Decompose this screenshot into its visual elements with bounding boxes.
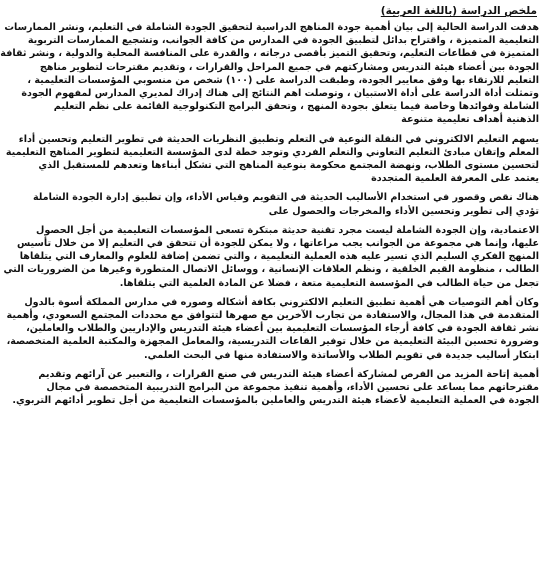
paragraph-line: الجودة في العملية التعليمية لأعضاء هيئة التدريس والعاملين بالمؤسسات التعليمية من أجل تطوير أدائهم التربوي. (12, 395, 539, 407)
summary-heading (60, 4, 539, 18)
summary-title: ملخص الدراسة (باللغة العربية) (380, 5, 537, 17)
paragraph-line: المنهج الفكري السليم الذي تسير عليه هذه العملية التعليمية ، والتي تضمن إضافة للعلوم والمعارف التي يتلقاها (19, 251, 539, 263)
paragraph-recommendations (6, 296, 539, 362)
paragraph-line: يعتمد على المعرفة العلمية المتجددة (371, 173, 539, 185)
paragraph-line: الذهنية أهداف تعليمية متنوعة (401, 114, 539, 126)
paragraph-accreditation (3, 224, 539, 290)
paragraph-line: التعليمية المتميزة ، واقتراح بدائل لتطبيق الجودة في المدارس من كافة الجوانب، وتشجيع الممارسات التربوية (27, 35, 539, 47)
paragraph-line: الاعتمادية، وإن الجودة الشاملة ليست مجرد تقنية حديثة مبتكرة تسعى المؤسسات التعليمية من أجل الحصول (36, 224, 539, 236)
paragraph-line: هدفت الدراسة الحالية إلى بيان أهمية جودة المناهج الدراسية لتحقيق الجودة الشاملة في التعليم، ونشر الممارسات (4, 22, 539, 33)
paragraph-line: نشر ثقافة الجودة في كافة أرجاء المؤسسات التعليمية بين أعضاء هيئة التدريس والإداريين والطلاب والعاملين، (26, 323, 539, 335)
paragraph-line: التعليم للارتقاء بها وفق معايير الجودة، وطبقت الدراسة على (١٠٠) شخص من منسوبي المؤسسات التعليمية ، (27, 74, 539, 86)
paragraph-line: لتحسين مستوى الطلاب، ونهضة المجتمع محكومة بنوعية المناهج التي تشكل أبناءها وتعدهم للمستقبل الذي (38, 160, 539, 172)
paragraph-line: يسهم التعليم الالكتروني في النقلة النوعية في التعلم وتطبيق النظريات الحديثة في تطوير التعليم وتحسين أداء (18, 133, 539, 145)
paragraph-line: المتقدمة في هذا المجال، والاستفادة من تجارب الآخرين مع صهرها لتتوافق مع محددات المجتمع السعودي، وأهمية (6, 310, 539, 322)
paragraph-line: المتميزة في قطاعات التعليم، وتحقيق التميز بأقصى درجاته ، والقدرة على المنافسة المحلية والدولية ، ونشر ثقافة (0, 48, 539, 60)
paragraph-line: مقترحاتهم مما يساعد على تحسين الأداء، وأهمية تنفيذ مجموعة من البرامج التدريبية المتخصصة في مجال (46, 382, 539, 394)
paragraph-line: المعلم وإتقان مبادئ التعليم التعاوني والتعلم الفردي وتوجد خطة لدى المؤسسة التعليمية لتطوير المناهج التعليمية (5, 146, 539, 158)
paragraph-line: وضرورة تحسين البيئة التعليمية من خلال توفير القاعات التدريسية، والمعامل المجهزة والمكتبة العلمية المتخصصة، (6, 336, 539, 348)
paragraph-shortcomings (32, 191, 539, 217)
paragraph-elearning (5, 133, 539, 186)
paragraph-line: هناك نقص وقصور في استخدام الأساليب الحديثة في التقويم وقياس الأداء، وإن تطبيق إدارة الجودة الشاملة (32, 192, 539, 204)
paragraph-line: الجودة بين أعضاء هيئة التدريس ومشاركتهم في جميع المراحل والقرارات ، وتقديم مقترحات لتطوير مناهج (39, 61, 539, 73)
paragraph-line: الطالب ، منظومة القيم الخلقية ، ونظم العلاقات الإنسانية ، ووسائل الاتصال المتطورة وغيرها من الضروريات التي (3, 264, 539, 276)
paragraph-line: وتمثلت أداة الدراسة على أداة الاستبيان ، وتوصلت اهم النتائج إلى هناك إدراك لمديري المدارس لمفهوم الجودة (21, 88, 539, 100)
paragraph-line: تؤدي إلى تطوير وتحسين الأداء والمخرجات والحصول على (268, 205, 539, 217)
paragraph-objectives (0, 21, 539, 127)
paragraph-line: وكان أهم التوصيات هي أهمية تطبيق التعليم الالكتروني بكافة أشكاله وصوره في مدارس المملكة أسوة بالدول (24, 296, 539, 308)
paragraph-participation (12, 368, 539, 408)
paragraph-line: ابتكار أساليب جديدة في تقويم الطلاب والأساتذة والاستفادة منها في البحث العلمي. (143, 349, 539, 361)
paragraph-line: عليها، وإنما هي مجموعة من الجوانب يجب مراعاتها ، ولا يمكن للجودة أن تتحقق في التعليم إلا من خلال تأسيس (16, 238, 539, 250)
paragraph-line: أهمية إتاحة المزيد من الفرص لمشاركة أعضاء هيئة التدريس في صنع القرارات ، والتعبير عن آرائهم وتقديم (38, 368, 539, 380)
paragraph-line: الشاملة وفوائدها وخاصة فيما يتعلق بجودة المنهج ، وتحقق البرامج التكنولوجية القائمة على نظم التعليم (53, 101, 539, 113)
paragraph-line: تجعل من حياة الطالب في المؤسسة التعليمية متعة ، فضلا عن المادة العلمية التي يتلقاها. (119, 277, 539, 289)
